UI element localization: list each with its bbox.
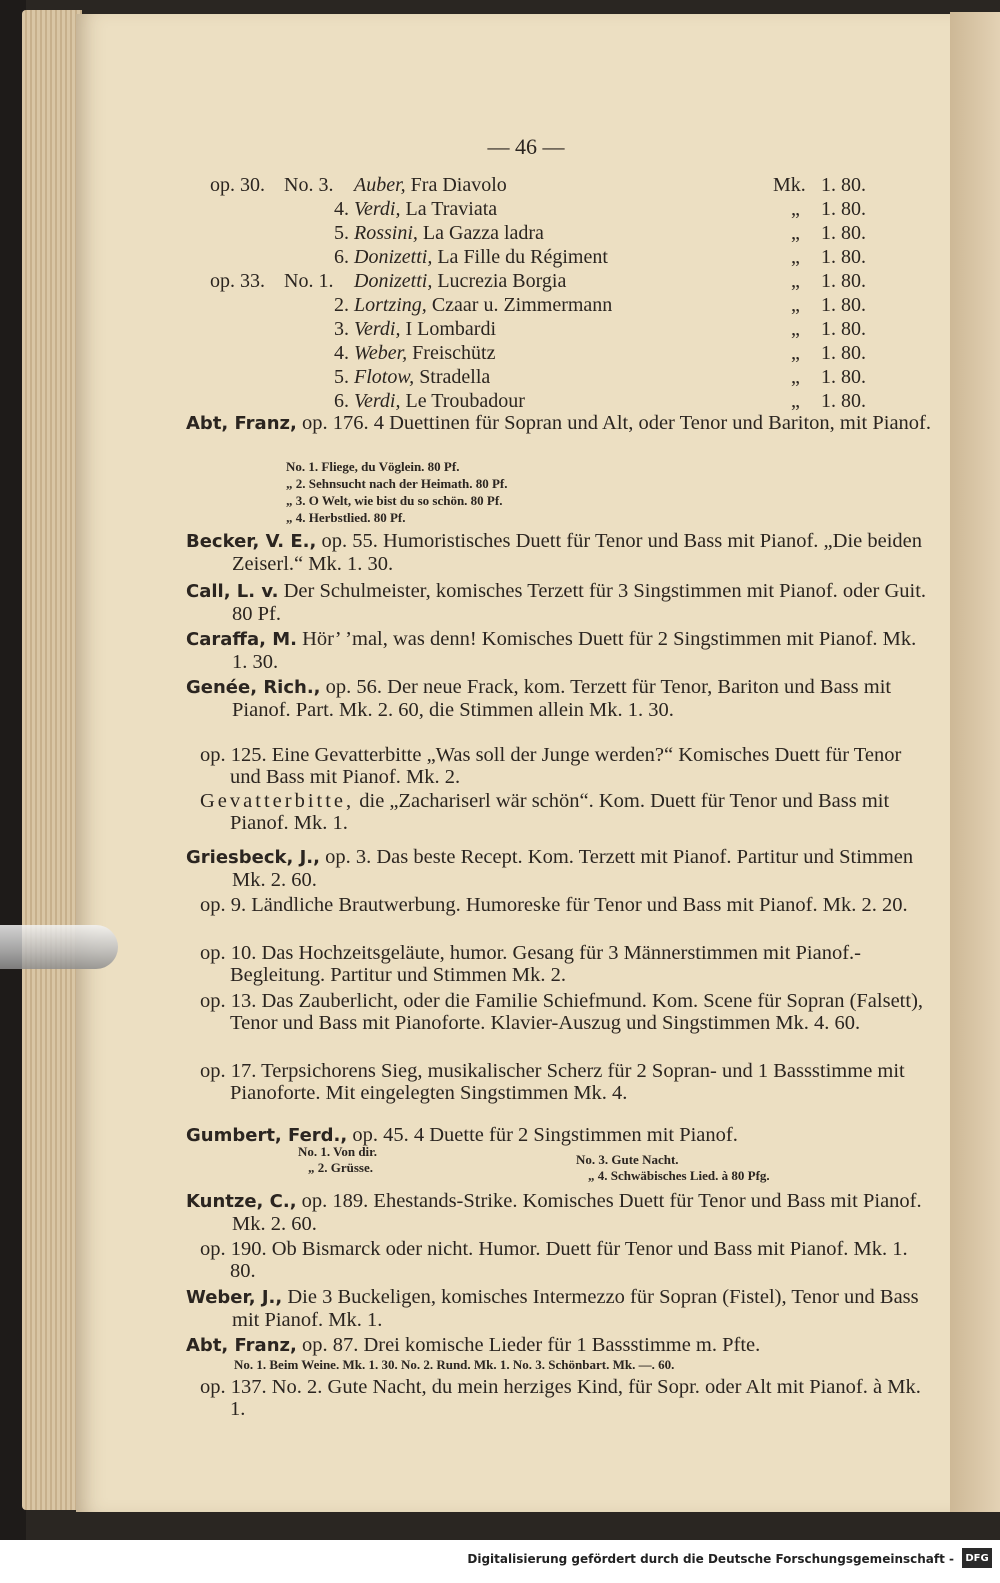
page-clip — [0, 925, 118, 969]
title — [354, 366, 490, 389]
price: 1. 80. — [821, 222, 866, 244]
catalog-entry — [186, 1286, 932, 1331]
composer-name: Becker, V. E., — [186, 531, 317, 552]
catalog-entry-continued: op. 125. Eine Gevatterbitte „Was soll der Junge werden?“ Komisches Duett für Tenor und Bass mit Pianof. Mk. 2. — [200, 744, 902, 788]
composer: Verdi, — [354, 198, 401, 220]
ditto-mark: „ — [791, 246, 800, 268]
ditto-mark: „ — [791, 222, 800, 244]
ditto-mark: „ — [791, 318, 800, 340]
sub-item: No. 1. Beim Weine. Mk. 1. 30. No. 2. Rund. Mk. 1. No. 3. Schönbart. Mk. —. 60. — [234, 1357, 675, 1372]
sub-item: „ 3. O Welt, wie bist du so schön. 80 Pf. — [286, 493, 503, 508]
entry-text: Hör’ ’mal, was denn! Komisches Duett für 2 Singstimmen mit Pianof. Mk. 1. 30. — [232, 628, 917, 673]
title — [354, 390, 525, 413]
number: 5. — [334, 222, 349, 244]
opus-label: op. 33. — [210, 270, 265, 292]
composer: Donizetti, — [354, 246, 433, 268]
number: 6. — [334, 390, 349, 412]
work: Czaar u. Zimmermann — [431, 294, 613, 316]
number: 2. — [334, 294, 349, 316]
catalog-entry — [186, 628, 932, 673]
catalog-entry — [186, 412, 932, 435]
entry-text: op. 176. 4 Duettinen für Sopran und Alt, oder Tenor und Bariton, mit Pianof. — [301, 412, 932, 434]
entry-text: op. 55. Humoristisches Duett für Tenor und Bass mit Pianof. „Die beiden Zeiserl.“ Mk. 1. 30. — [232, 530, 923, 575]
currency: Mk. — [773, 174, 806, 196]
ditto-mark: „ — [791, 198, 800, 220]
composer-name: Griesbeck, J., — [186, 847, 320, 868]
number: 6. — [334, 246, 349, 268]
catalog-entry-continued: op. 9. Ländliche Brautwerbung. Humoreske für Tenor und Bass mit Pianof. Mk. 2. 20. — [200, 894, 908, 916]
number: No. 3. — [284, 174, 334, 196]
entry-text: Der Schulmeister, komisches Terzett für 3 Singstimmen mit Pianof. oder Guit. 80 Pf. — [232, 580, 927, 625]
price: 1. 80. — [821, 270, 866, 292]
composer-name: Abt, Franz, — [186, 1335, 297, 1356]
work: Lucrezia Borgia — [437, 270, 567, 292]
ditto-mark: „ — [791, 294, 800, 316]
work: La Traviata — [405, 198, 498, 220]
catalog-entry — [186, 676, 932, 721]
catalog-entry-continued: op. 13. Das Zauberlicht, oder die Familie Schiefmund. Kom. Scene für Sopran (Falsett), Tenor und Bass mit Pianoforte. Klavier-Auszug und Singstimmen Mk. 4. 60. — [200, 990, 924, 1034]
work: La Fille du Régiment — [437, 246, 608, 268]
entry-text: Die 3 Buckeligen, komisches Intermezzo für Sopran (Fistel), Tenor und Bass mit Pianof. Mk. 1. — [232, 1286, 919, 1331]
page-number: — 46 — — [487, 134, 565, 159]
number: 5. — [334, 366, 349, 388]
composer: Verdi, — [354, 318, 401, 340]
composer: Donizetti, — [354, 270, 433, 292]
page-edges — [22, 10, 82, 1510]
composer-name: Genée, Rich., — [186, 677, 321, 698]
entry-text: die „Zachariserl wär schön“. Kom. Duett für Tenor und Bass mit Pianof. Mk. 1. — [230, 790, 890, 834]
entry-text: op. 56. Der neue Frack, kom. Terzett für Tenor, Bariton und Bass mit Pianof. Part. Mk. 2. 60, die Stimmen allein Mk. 1. 30. — [232, 676, 892, 721]
composer-name: Call, L. v. — [186, 581, 279, 602]
catalog-entry-continued: op. 17. Terpsichorens Sieg, musikalischer Scherz für 2 Sopran- und 1 Bassstimme mit Pianoforte. Mit eingelegten Singstimmen Mk. 4. — [200, 1060, 905, 1104]
footer-bar — [0, 1540, 1000, 1583]
work: La Gazza ladra — [422, 222, 544, 244]
sub-item: No. 1. Von dir. — [298, 1144, 377, 1159]
opus-label: op. 30. — [210, 174, 265, 196]
title — [354, 294, 612, 317]
composer: Flotow, — [354, 366, 415, 388]
sub-item: „ 2. Grüsse. — [308, 1160, 373, 1175]
number: 3. — [334, 318, 349, 340]
composer: Rossini, — [354, 222, 418, 244]
catalog-entry-continued: op. 190. Ob Bismarck oder nicht. Humor. Duett für Tenor und Bass mit Pianof. Mk. 1. 80. — [200, 1238, 908, 1282]
price: 1. 80. — [821, 390, 866, 412]
entry-text: op. 189. Ehestands-Strike. Komisches Duett für Tenor und Bass mit Pianof. Mk. 2. 60. — [232, 1190, 922, 1235]
price: 1. 80. — [821, 198, 866, 220]
price: 1. 80. — [821, 294, 866, 316]
sub-item: „ 2. Sehnsucht nach der Heimath. 80 Pf. — [286, 476, 508, 491]
price: 1. 80. — [821, 318, 866, 340]
ditto-mark: „ — [791, 366, 800, 388]
composer-name: Caraffa, M. — [186, 629, 297, 650]
sub-item: No. 1. Fliege, du Vöglein. 80 Pf. — [286, 459, 460, 474]
catalog-entry — [186, 530, 932, 575]
entry-text: op. 3. Das beste Recept. Kom. Terzett mit Pianof. Partitur und Stimmen Mk. 2. 60. — [232, 846, 914, 891]
dfg-logo-icon: DFG — [962, 1548, 992, 1568]
title — [354, 222, 544, 245]
catalog-entry-continued — [186, 790, 930, 834]
composer-name: Kuntze, C., — [186, 1191, 297, 1212]
composer: Lortzing, — [354, 294, 427, 316]
ditto-mark: „ — [791, 390, 800, 412]
catalog-entry — [186, 1334, 932, 1357]
facing-page-edge — [950, 12, 1000, 1512]
ditto-mark: „ — [791, 342, 800, 364]
catalog-entry — [186, 846, 932, 891]
title — [354, 270, 566, 293]
entry-text: op. 87. Drei komische Lieder für 1 Bassstimme m. Pfte. — [301, 1334, 761, 1356]
title — [354, 246, 608, 269]
number: 4. — [334, 198, 349, 220]
composer: Weber, — [354, 342, 408, 364]
catalog-entry — [186, 1190, 932, 1235]
number: No. 1. — [284, 270, 334, 292]
sub-item: „ 4. Schwäbisches Lied. à 80 Pfg. — [588, 1168, 770, 1183]
work: Freischütz — [412, 342, 496, 364]
catalog-entry-continued: op. 137. No. 2. Gute Nacht, du mein herziges Kind, für Sopr. oder Alt mit Pianof. à Mk. 1. — [200, 1376, 921, 1420]
price: 1. 80. — [821, 174, 866, 196]
composer: Verdi, — [354, 390, 401, 412]
work: Le Troubadour — [405, 390, 525, 412]
work: I Lombardi — [405, 318, 497, 340]
book-page — [76, 14, 950, 1512]
composer-name: Abt, Franz, — [186, 413, 297, 434]
title — [354, 174, 507, 197]
composer-name: Weber, J., — [186, 1287, 283, 1308]
price: 1. 80. — [821, 366, 866, 388]
catalog-entry — [186, 580, 932, 625]
title — [354, 198, 497, 221]
entry-text: op. 45. 4 Duette für 2 Singstimmen mit Pianof. — [352, 1124, 738, 1146]
spaced-title: Gevatterbitte, — [200, 790, 355, 812]
price: 1. 80. — [821, 246, 866, 268]
footer-credit: Digitalisierung gefördert durch die Deutsche Forschungsgemeinschaft - — [467, 1552, 954, 1566]
composer: Auber, — [354, 174, 406, 196]
composer-name: Gumbert, Ferd., — [186, 1125, 348, 1146]
work: Fra Diavolo — [410, 174, 507, 196]
number: 4. — [334, 342, 349, 364]
sub-item: „ 4. Herbstlied. 80 Pf. — [286, 510, 406, 525]
catalog-entry-continued: op. 10. Das Hochzeitsgeläute, humor. Gesang für 3 Männerstimmen mit Pianof.-Begleitung. Partitur und Stimmen Mk. 2. — [200, 942, 861, 986]
price: 1. 80. — [821, 342, 866, 364]
work: Stradella — [419, 366, 491, 388]
title — [354, 342, 495, 365]
ditto-mark: „ — [791, 270, 800, 292]
sub-item: No. 3. Gute Nacht. — [576, 1152, 679, 1167]
title — [354, 318, 496, 341]
